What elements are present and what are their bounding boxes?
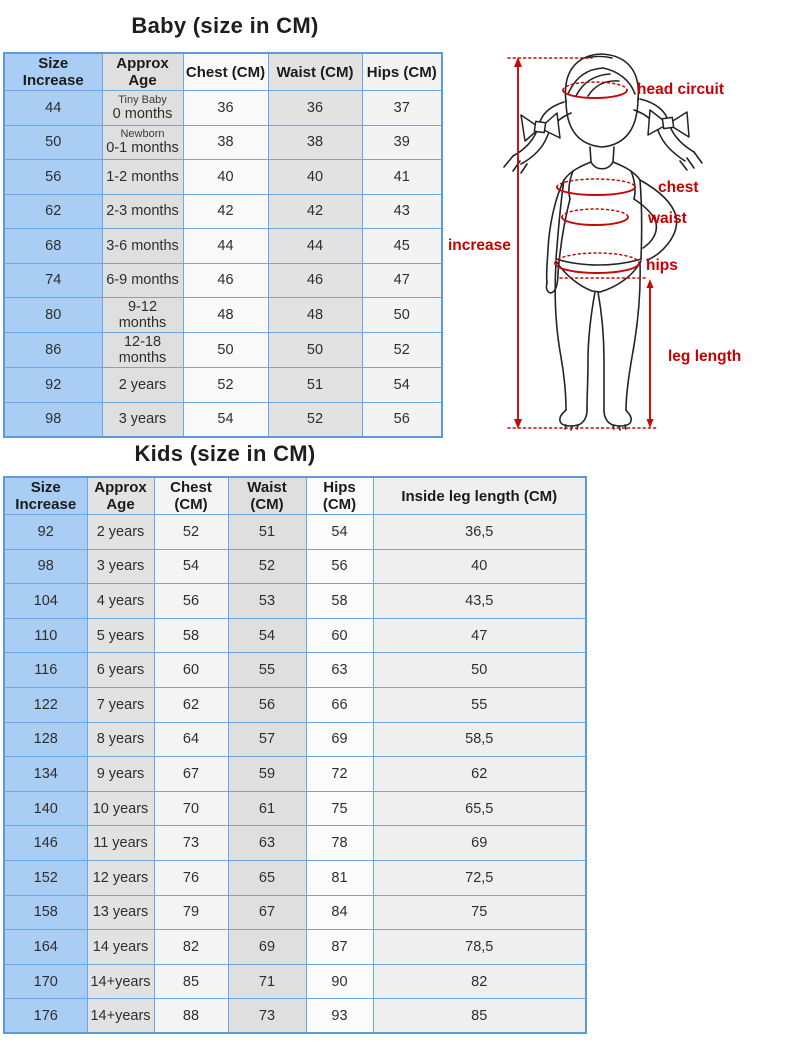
- table-cell: 14+years: [87, 964, 154, 999]
- table-row: [4, 722, 586, 757]
- column-header: Inside leg length (CM): [373, 477, 586, 515]
- table-cell: 69: [306, 722, 373, 757]
- table-cell: 39: [362, 125, 442, 160]
- table-cell: 2-3 months: [102, 194, 183, 229]
- table-cell: 1-2 months: [102, 160, 183, 195]
- table-cell: 67: [228, 895, 306, 930]
- chest-label: chest: [658, 179, 699, 196]
- table-cell: 9 years: [87, 757, 154, 792]
- table-row: [4, 549, 586, 584]
- table-cell: 40: [373, 549, 586, 584]
- table-cell: 56: [362, 402, 442, 437]
- table-cell: 13 years: [87, 895, 154, 930]
- increase-arrow: [514, 57, 522, 429]
- table-cell: 56: [306, 549, 373, 584]
- table-cell: 69: [373, 826, 586, 861]
- table-cell: 140: [4, 791, 87, 826]
- table-cell: 81: [306, 860, 373, 895]
- table-cell: 52: [183, 368, 268, 403]
- column-header: Chest (CM): [183, 53, 268, 91]
- table-cell: 75: [373, 895, 586, 930]
- table-row: [4, 653, 586, 688]
- table-cell: 7 years: [87, 687, 154, 722]
- table-row: [4, 791, 586, 826]
- table-cell: 110: [4, 618, 87, 653]
- table-row: [4, 964, 586, 999]
- table-cell: 164: [4, 930, 87, 965]
- table-cell: 59: [228, 757, 306, 792]
- table-cell: 51: [228, 515, 306, 550]
- header-row: [4, 477, 586, 515]
- table-cell: 41: [362, 160, 442, 195]
- table-cell: 134: [4, 757, 87, 792]
- table-cell: 64: [154, 722, 228, 757]
- child-measurement-illustration: [440, 44, 794, 444]
- table-cell: 71: [228, 964, 306, 999]
- waist-label: waist: [648, 210, 687, 227]
- table-cell: 43,5: [373, 584, 586, 619]
- table-cell: 40: [268, 160, 362, 195]
- table-row: [4, 757, 586, 792]
- table-cell: 54: [154, 549, 228, 584]
- table-cell: 65: [228, 860, 306, 895]
- table-cell: 4 years: [87, 584, 154, 619]
- leg-length-arrow: [647, 279, 654, 428]
- table-cell: 3-6 months: [102, 229, 183, 264]
- table-cell: 47: [362, 263, 442, 298]
- table-cell: 8 years: [87, 722, 154, 757]
- table-cell: 98: [4, 402, 102, 437]
- table-cell: 84: [306, 895, 373, 930]
- table-cell: 54: [362, 368, 442, 403]
- table-cell: 6 years: [87, 653, 154, 688]
- column-header: Hips (CM): [306, 477, 373, 515]
- table-cell: 146: [4, 826, 87, 861]
- table-cell: 53: [228, 584, 306, 619]
- table-cell: 93: [306, 999, 373, 1034]
- table-cell: Tiny Baby 0 months: [102, 91, 183, 126]
- table-cell: 45: [362, 229, 442, 264]
- table-cell: 2 years: [102, 368, 183, 403]
- table-cell: 87: [306, 930, 373, 965]
- table-cell: 98: [4, 549, 87, 584]
- table-cell: 54: [306, 515, 373, 550]
- table-cell: 92: [4, 368, 102, 403]
- table-cell: 50: [4, 125, 102, 160]
- table-row: [4, 860, 586, 895]
- table-row: [4, 333, 442, 368]
- table-cell: 90: [306, 964, 373, 999]
- table-cell: 78,5: [373, 930, 586, 965]
- table-cell: 61: [228, 791, 306, 826]
- table-cell: 70: [154, 791, 228, 826]
- table-cell: 54: [183, 402, 268, 437]
- table-cell: 5 years: [87, 618, 154, 653]
- table-cell: 116: [4, 653, 87, 688]
- measurement-annotations: [448, 57, 741, 429]
- table-cell: 170: [4, 964, 87, 999]
- table-cell: 50: [373, 653, 586, 688]
- column-header: Waist (CM): [228, 477, 306, 515]
- table-cell: 58: [306, 584, 373, 619]
- table-cell: 55: [228, 653, 306, 688]
- table-cell: 55: [373, 687, 586, 722]
- table-cell: 66: [306, 687, 373, 722]
- table-cell: 75: [306, 791, 373, 826]
- table-cell: 56: [154, 584, 228, 619]
- kids-size-table: [3, 476, 587, 1034]
- table-cell: 50: [183, 333, 268, 368]
- table-cell: 46: [183, 263, 268, 298]
- header-row: [4, 53, 442, 91]
- table-row: [4, 229, 442, 264]
- table-cell: 36,5: [373, 515, 586, 550]
- table-cell: 60: [306, 618, 373, 653]
- table-row: [4, 584, 586, 619]
- table-cell: 58,5: [373, 722, 586, 757]
- table-row: [4, 930, 586, 965]
- table-cell: 38: [183, 125, 268, 160]
- table-cell: 72,5: [373, 860, 586, 895]
- table-cell: 92: [4, 515, 87, 550]
- waist-ellipse: [562, 217, 628, 225]
- table-row: [4, 91, 442, 126]
- table-cell: 52: [154, 515, 228, 550]
- hair-bows: [521, 110, 689, 141]
- table-cell: 14 years: [87, 930, 154, 965]
- table-cell: 72: [306, 757, 373, 792]
- table-cell: 76: [154, 860, 228, 895]
- table-cell: 48: [183, 298, 268, 333]
- table-cell: 2 years: [87, 515, 154, 550]
- table-cell: 48: [268, 298, 362, 333]
- table-cell: 80: [4, 298, 102, 333]
- table-cell: 46: [268, 263, 362, 298]
- table-cell: 82: [373, 964, 586, 999]
- table-cell: 6-9 months: [102, 263, 183, 298]
- table-cell: 56: [228, 687, 306, 722]
- table-cell: 44: [268, 229, 362, 264]
- table-cell: 44: [183, 229, 268, 264]
- table-cell: 104: [4, 584, 87, 619]
- column-header: Waist (CM): [268, 53, 362, 91]
- table-row: [4, 895, 586, 930]
- table-cell: 42: [268, 194, 362, 229]
- table-cell: 82: [154, 930, 228, 965]
- head-circuit-ellipse: [563, 90, 627, 98]
- table-cell: 36: [268, 91, 362, 126]
- column-header: Approx Age: [87, 477, 154, 515]
- table-cell: 12-18 months: [102, 333, 183, 368]
- table-cell: 11 years: [87, 826, 154, 861]
- table-cell: 122: [4, 687, 87, 722]
- table-cell: 52: [268, 402, 362, 437]
- table-cell: 60: [154, 653, 228, 688]
- table-cell: 85: [373, 999, 586, 1034]
- table-row: [4, 402, 442, 437]
- table-cell: 52: [228, 549, 306, 584]
- table-cell: 152: [4, 860, 87, 895]
- table-cell: 86: [4, 333, 102, 368]
- table-cell: 47: [373, 618, 586, 653]
- table-cell: 65,5: [373, 791, 586, 826]
- table-cell: 128: [4, 722, 87, 757]
- table-cell: 57: [228, 722, 306, 757]
- kids-section-title: Kids (size in CM): [134, 441, 316, 466]
- table-row: [4, 194, 442, 229]
- measurement-figure: [440, 44, 794, 444]
- table-row: [4, 515, 586, 550]
- table-cell: 3 years: [87, 549, 154, 584]
- table-row: [4, 618, 586, 653]
- table-cell: 78: [306, 826, 373, 861]
- table-row: [4, 826, 586, 861]
- table-cell: 158: [4, 895, 87, 930]
- table-row: [4, 263, 442, 298]
- child-drawing: [504, 54, 702, 173]
- table-cell: 14+years: [87, 999, 154, 1034]
- column-header: Size Increase: [4, 53, 102, 91]
- table-cell: 176: [4, 999, 87, 1034]
- table-cell: 52: [362, 333, 442, 368]
- table-cell: 37: [362, 91, 442, 126]
- table-row: [4, 298, 442, 333]
- table-cell: 67: [154, 757, 228, 792]
- table-cell: 9-12 months: [102, 298, 183, 333]
- hips-label: hips: [646, 257, 678, 274]
- column-header: Hips (CM): [362, 53, 442, 91]
- column-header: Approx Age: [102, 53, 183, 91]
- column-header: Size Increase: [4, 477, 87, 515]
- table-cell: 50: [362, 298, 442, 333]
- table-cell: 73: [154, 826, 228, 861]
- table-cell: 62: [154, 687, 228, 722]
- child-body: [546, 162, 676, 430]
- table-cell: 74: [4, 263, 102, 298]
- table-cell: 63: [228, 826, 306, 861]
- table-row: [4, 368, 442, 403]
- table-row: [4, 999, 586, 1034]
- table-cell: 10 years: [87, 791, 154, 826]
- baby-section-title: Baby (size in CM): [131, 13, 319, 38]
- table-row: [4, 160, 442, 195]
- table-cell: 40: [183, 160, 268, 195]
- increase-label: increase: [448, 237, 511, 254]
- table-cell: 58: [154, 618, 228, 653]
- table-cell: 51: [268, 368, 362, 403]
- table-cell: 62: [373, 757, 586, 792]
- table-cell: 54: [228, 618, 306, 653]
- table-cell: 56: [4, 160, 102, 195]
- table-cell: 36: [183, 91, 268, 126]
- table-cell: 62: [4, 194, 102, 229]
- column-header: Chest (CM): [154, 477, 228, 515]
- table-cell: 43: [362, 194, 442, 229]
- table-cell: Newborn 0-1 months: [102, 125, 183, 160]
- table-row: [4, 125, 442, 160]
- table-cell: 85: [154, 964, 228, 999]
- table-cell: 50: [268, 333, 362, 368]
- table-cell: 88: [154, 999, 228, 1034]
- table-cell: 63: [306, 653, 373, 688]
- table-row: [4, 687, 586, 722]
- table-cell: 44: [4, 91, 102, 126]
- table-cell: 68: [4, 229, 102, 264]
- baby-size-table: [3, 52, 443, 438]
- table-cell: 69: [228, 930, 306, 965]
- table-cell: 79: [154, 895, 228, 930]
- table-cell: 3 years: [102, 402, 183, 437]
- table-cell: 73: [228, 999, 306, 1034]
- table-cell: 42: [183, 194, 268, 229]
- table-cell: 12 years: [87, 860, 154, 895]
- leg-length-label: leg length: [668, 348, 742, 365]
- table-cell: 38: [268, 125, 362, 160]
- head-circuit-label: head circuit: [637, 81, 724, 98]
